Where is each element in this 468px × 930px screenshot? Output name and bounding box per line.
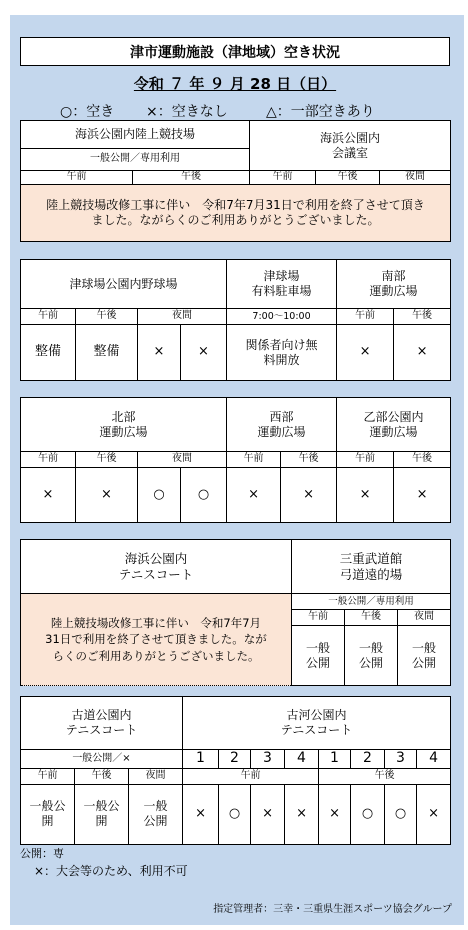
status-cell: × [183,784,219,844]
period-label: 午後 [345,610,398,626]
period-label: 午前 [250,171,316,185]
status-cell: × [417,784,451,844]
period-label: 午後 [281,452,337,468]
period-label: 夜間 [129,768,183,784]
date-label: 令和 ７ 年 ９ 月 28 日（日） [133,75,337,93]
court-number: 4 [417,750,451,769]
facility-athletics-stadium: 海浜公園内陸上競技場 [21,121,250,149]
status-cell: × [337,325,394,381]
status-cell: × [337,468,394,523]
legend-partial: △：一部空きあり [266,104,375,120]
court-number: 3 [385,750,417,769]
status-cell: × [76,468,138,523]
facility-otobe-ground: 乙部公園内 運動広場 [337,398,451,452]
facility-usage-type: 一般公開／× [21,750,183,769]
facility-beach-tennis: 海浜公園内 テニスコート [21,540,292,594]
facility-paid-parking: 津球場 有料駐車場 [227,260,337,309]
status-cell: × [21,468,76,523]
facility-meeting-room: 海浜公園内 会議室 [250,121,451,171]
status-cell: × [138,325,181,381]
facility-north-ground: 北部 運動広場 [21,398,227,452]
status-cell: ○ [351,784,385,844]
status-cell: ○ [138,468,181,523]
court-number: 4 [285,750,319,769]
closure-notice: 陸上競技場改修工事に伴い 令和7年7月31日で利用を終了させて頂き ました。ながらくのご利用ありがとうございました。 [21,185,451,242]
period-label: 午前 [21,768,75,784]
period-label: 午前 [337,452,394,468]
period-label: 午後 [76,452,138,468]
period-label: 午前 [292,610,345,626]
period-label: 午前 [21,171,133,185]
court-number: 3 [251,750,285,769]
status-cell: × [319,784,351,844]
legend-full: ×：空きなし [146,104,228,120]
period-label: 午後 [316,171,380,185]
closure-notice: 陸上競技場改修工事に伴い 令和7年7月 31日で利用を終了させて頂きました。なが らくのご利用ありがとうございました。 [21,594,292,686]
status-cell: 一般公 開 [21,784,75,844]
status-cell: × [394,325,451,381]
status-cell: × [285,784,319,844]
period-label: 午前 [21,309,76,325]
facility-baseball-field: 津球場公園内野球場 [21,260,227,309]
facility-budokan-archery: 三重武道館 弓道遠的場 [292,540,451,594]
section5-table [20,696,451,845]
section1-table [20,120,451,242]
period-label: 夜間 [398,610,451,626]
status-cell: ○ [219,784,251,844]
status-cell: 一般 公開 [292,626,345,686]
legend-available: ○：空き [60,104,115,120]
court-number: 2 [351,750,385,769]
status-cell: × [251,784,285,844]
period-label: 午前 [183,768,319,784]
court-number: 1 [183,750,219,769]
page-title: 津市運動施設（津地域）空き状況 [130,45,340,61]
status-cell: ○ [181,468,227,523]
section4-table [20,539,451,686]
facility-furukawa-tennis: 古河公園内 テニスコート [183,697,451,750]
status-cell: × [281,468,337,523]
period-label: 7:00～10:00 [227,309,337,325]
period-label: 午後 [75,768,129,784]
status-cell: × [227,468,281,523]
section2-table [20,259,451,381]
period-label: 午後 [133,171,250,185]
period-label: 午後 [394,309,451,325]
status-cell: 整備 [76,325,138,381]
period-label: 午前 [227,452,281,468]
period-label: 午前 [21,452,76,468]
period-label: 夜間 [138,309,227,325]
facility-furumichi-tennis: 古道公園内 テニスコート [21,697,183,750]
footer-note-unavailable: ×：大会等のため、利用不可 [34,864,188,878]
status-cell: × [394,468,451,523]
facility-west-ground: 西部 運動広場 [227,398,337,452]
footer-note-public: 公開：専 [20,847,64,860]
court-number: 2 [219,750,251,769]
period-label: 午後 [319,768,451,784]
status-cell: × [181,325,227,381]
period-label: 夜間 [138,452,227,468]
status-cell: 一般公 開 [75,784,129,844]
facility-south-ground: 南部 運動広場 [337,260,451,309]
status-cell: 整備 [21,325,76,381]
section3-table [20,397,451,523]
status-cell: ○ [385,784,417,844]
court-number: 1 [319,750,351,769]
status-cell: 一般 公開 [398,626,451,686]
footer-manager: 指定管理者：三幸・三重県生涯スポーツ協会グループ [213,904,452,915]
facility-usage-type: 一般公開／専用利用 [21,149,250,171]
status-cell: 一般 公開 [129,784,183,844]
period-label: 午後 [394,452,451,468]
facility-usage-type: 一般公開／専用利用 [292,594,451,610]
period-label: 午後 [76,309,138,325]
period-label: 夜間 [380,171,451,185]
period-label: 午前 [337,309,394,325]
status-cell: 関係者向け無 料開放 [227,325,337,381]
status-cell: 一般 公開 [345,626,398,686]
